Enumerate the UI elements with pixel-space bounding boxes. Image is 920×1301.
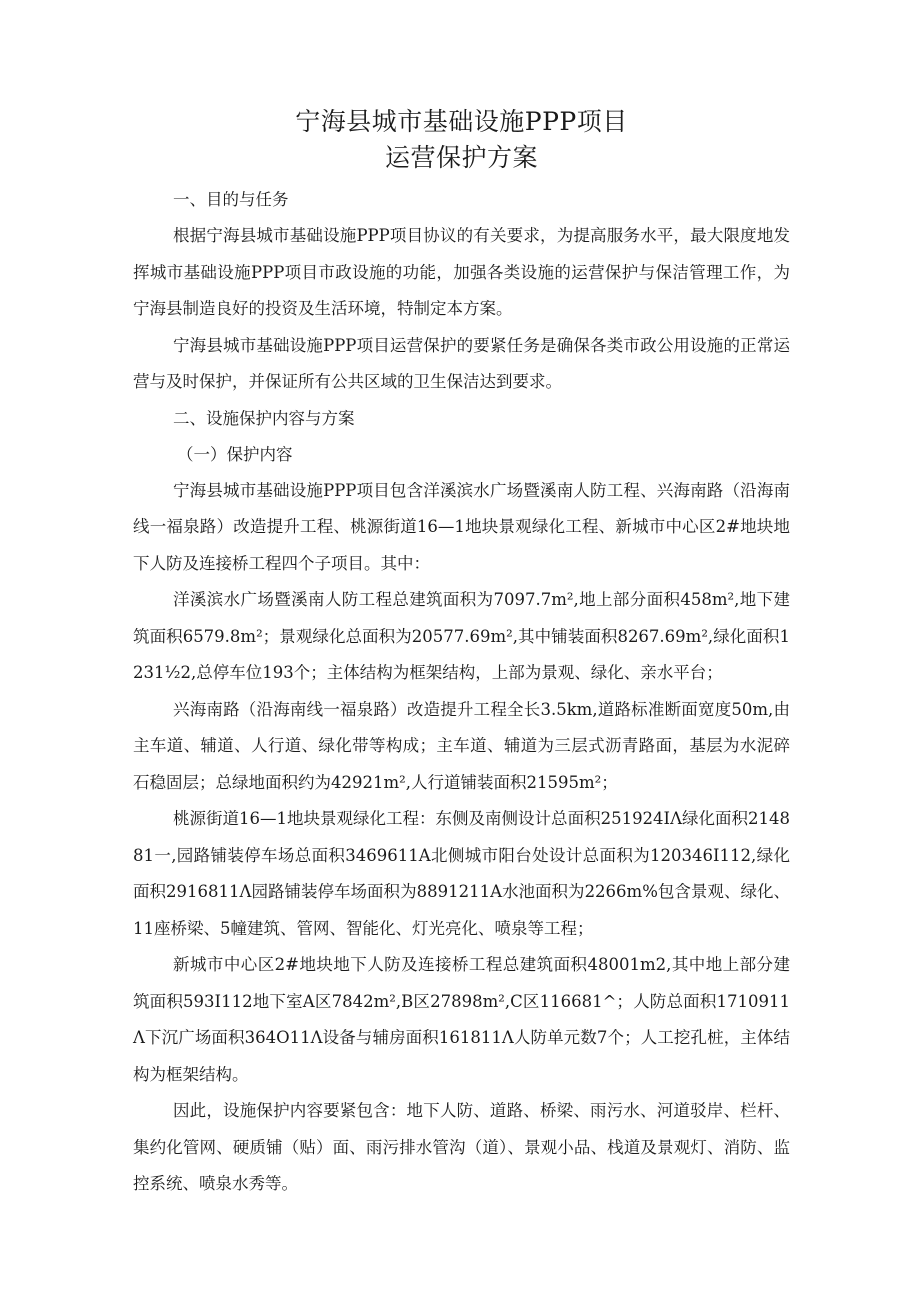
section2-sub1-heading: （一）保护内容 (177, 444, 293, 464)
section2-paragraph-4: 桃源街道16—1地块景观绿化工程：东侧及南侧设计总面积251924IΛ绿化面积214881一,园路铺装停车场总面积3469611A北侧城市阳台处设计总面积为120346I112,绿化面积2916811Λ园路铺装停车场面积为8891211A水池面积为2266m%包含景观、绿化、11座桥梁、5幢建筑、管网、智能化、灯光亮化、喷泉等工程； (133, 809, 790, 938)
section2-paragraph-6: 因此，设施保护内容要紧包含：地下人防、道路、桥梁、雨污水、河道驳岸、栏杆、集约化管网、硬质铺（贴）面、雨污排水管沟（道）、景观小品、栈道及景观灯、消防、监控系统、喷泉水秀等。 (133, 1101, 790, 1193)
section2-paragraph-5: 新城市中心区2#地块地下人防及连接桥工程总建筑面积48001m2,其中地上部分建筑面积593I112地下室A区7842m²,B区27898m²,C区116681^；人防总面积1710911Λ下沉广场面积364O11Λ设备与辅房面积161811Λ人防单元数7个；人工挖孔桩，主体结构为框架结构。 (133, 955, 790, 1084)
document-title-line1: 宁海县城市基础设施PPP项目 (295, 107, 628, 136)
section2-heading: 二、设施保护内容与方案 (173, 408, 355, 428)
section1-paragraph-2: 宁海县城市基础设施PPP项目运营保护的要紧任务是确保各类市政公用设施的正常运营与及时保护，并保证所有公共区域的卫生保洁达到要求。 (133, 335, 790, 391)
section2-paragraph-3: 兴海南路（沿海南线一福泉路）改造提升工程全长3.5km,道路标准断面宽度50m,由主车道、辅道、人行道、绿化带等构成；主车道、辅道为三层式沥青路面，基层为水泥碎石稳固层；总绿地面积约为42921m²,人行道铺装面积21595m²； (133, 699, 790, 792)
section2-paragraph-2: 洋溪滨水广场暨溪南人防工程总建筑面积为7097.7m²,地上部分面积458m²,地下建筑面积6579.8m²；景观绿化总面积为20577.69m²,其中铺装面积8267.69m²,绿化面积1231⅟₂2,总停车位193个；主体结构为框架结构，上部为景观、绿化、亲水平台； (133, 590, 790, 682)
document-title-line2: 运营保护方案 (384, 143, 538, 172)
section1-paragraph-1: 根据宁海县城市基础设施PPP项目协议的有关要求，为提高服务水平，最大限度地发挥城市基础设施PPP项目市政设施的功能，加强各类设施的运营保护与保洁管理工作，为宁海县制造良好的投资及生活环境，特制定本方案。 (133, 226, 790, 318)
section1-heading: 一、目的与任务 (173, 190, 289, 209)
section2-paragraph-1: 宁海县城市基础设施PPP项目包含洋溪滨水广场暨溪南人防工程、兴海南路（沿海南线一福泉路）改造提升工程、桃源街道16—1地块景观绿化工程、新城市中心区2#地块地下人防及连接桥工程四个子项目。其中： (133, 480, 790, 573)
